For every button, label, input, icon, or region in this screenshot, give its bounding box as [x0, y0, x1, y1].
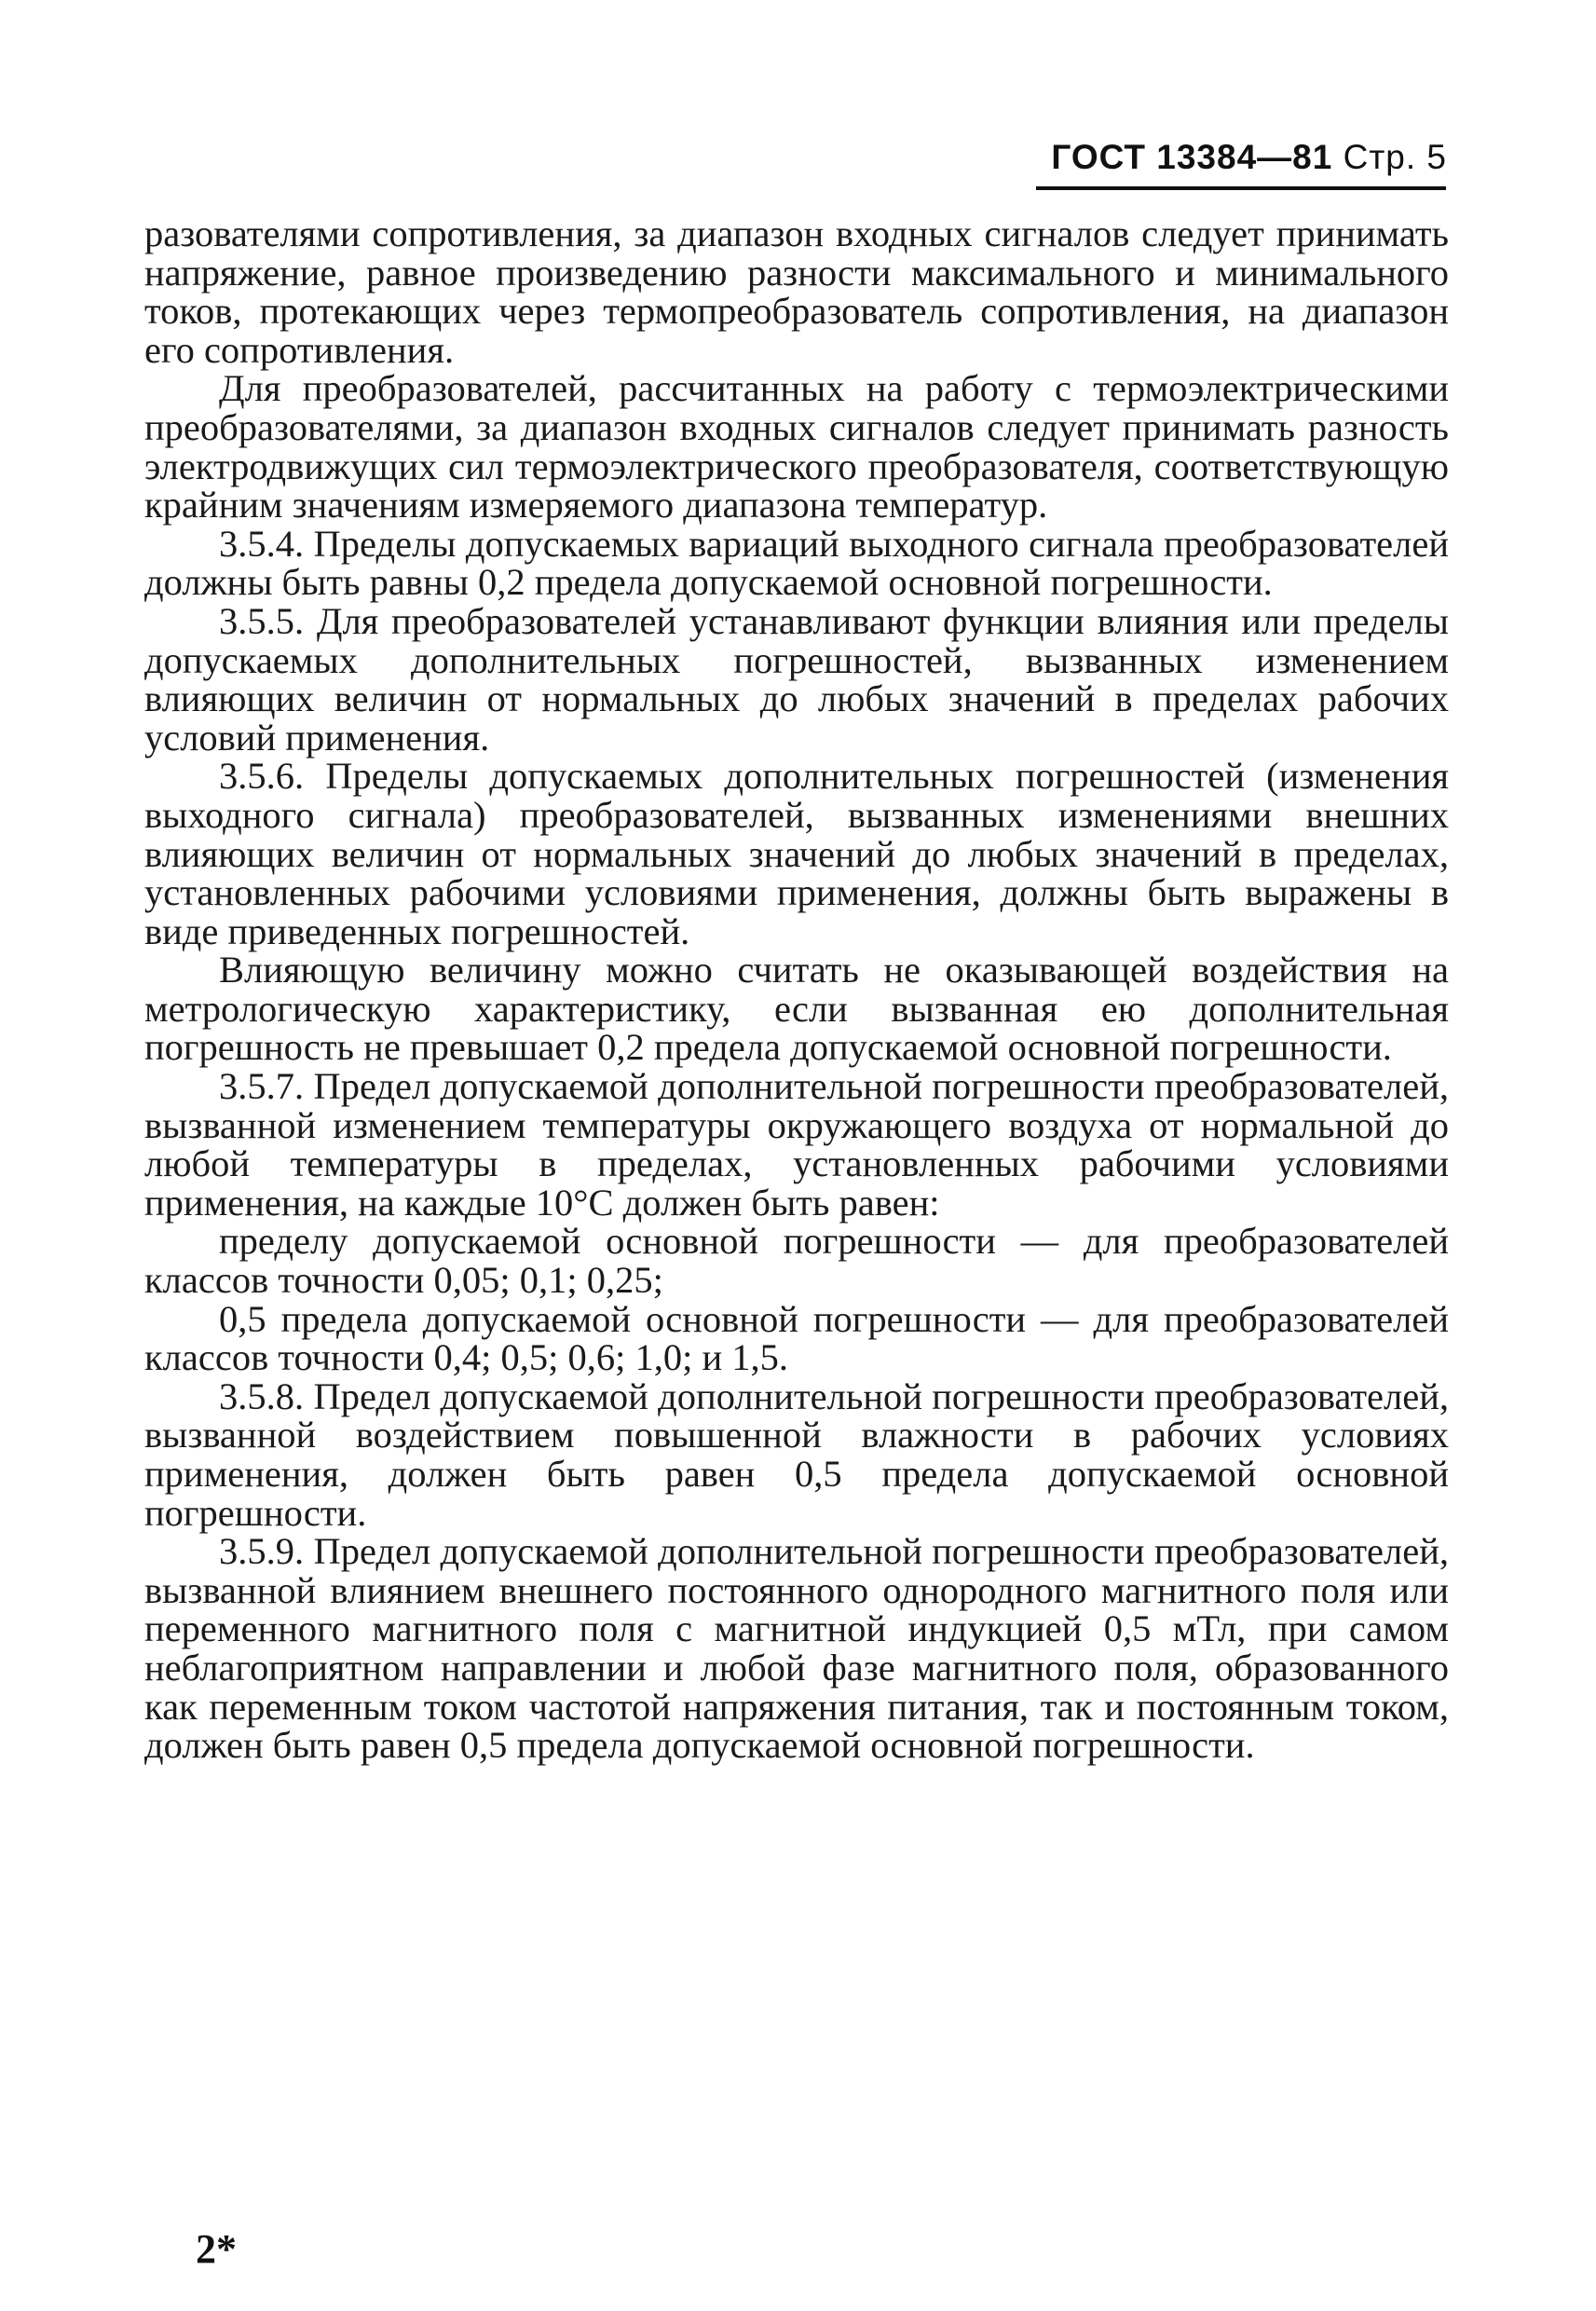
signature-mark: 2*	[196, 2226, 237, 2272]
running-header	[1051, 138, 1447, 177]
clause-3-5-6: 3.5.6. Пределы допускаемых дополнительных погрешностей (изменения выходного сигнала) преобразователей, вызванных изменениями внешних влияющих величин от нормальных значений до любых значений в пределах, установленных рабочими условиями применения, должны быть выражены в виде приведенных погрешностей.	[144, 755, 1449, 952]
list-item-accuracy-classes-2: 0,5 предела допускаемой основной погрешности — для преобразователей классов точности 0,4; 0,5; 0,6; 1,0; и 1,5.	[144, 1297, 1449, 1379]
clause-3-5-4: 3.5.4. Пределы допускаемых вариаций выходного сигнала преобразователей должны быть равны 0,2 предела допускаемой основной погрешности.	[144, 522, 1449, 604]
clause-3-5-5: 3.5.5. Для преобразователей устанавливают функции влияния или пределы допускаемых дополнительных погрешностей, вызванных изменением влияющих величин от нормальных до любых значений в пределах рабочих условий применения.	[144, 599, 1449, 759]
clause-3-5-7: 3.5.7. Предел допускаемой дополнительной погрешности преобразователей, вызванной изменением температуры окружающего воздуха от нормальной до любой температуры в пределах, установленных рабочими условиями применения, на каждые 10°С должен быть равен:	[144, 1065, 1449, 1224]
header-rule	[1036, 186, 1446, 190]
body-text	[144, 214, 1449, 1765]
paragraph-thermoelectric: Для преобразователей, рассчитанных на работу с термоэлектрическими преобразователями, за диапазон входных сигналов следует принимать разность электродвижущих сил термоэлектрического преобразователя, соответствующую крайним значениям измеряемого диапазона температур.	[144, 367, 1449, 526]
list-item-accuracy-classes-1: пределу допускаемой основной погрешности — для преобразователей классов точности 0,05; 0,1; 0,25;	[144, 1220, 1449, 1302]
clause-3-5-9: 3.5.9. Предел допускаемой дополнительной погрешности преобразователей, вызванной влиянием внешнего постоянного однородного магнитного поля или переменного магнитного поля с магнитной индукцией 0,5 мТл, при самом неблагоприятном направлении и любой фазе магнитного поля, образованного как переменным током частотой напряжения питания, так и постоянным током, должен быть равен 0,5 предела допускаемой основной погрешности.	[144, 1530, 1449, 1767]
clause-3-5-8: 3.5.8. Предел допускаемой дополнительной погрешности преобразователей, вызванной воздействием повышенной влажности в рабочих условиях применения, должен быть равен 0,5 предела допускаемой основной погрешности.	[144, 1374, 1449, 1534]
standard-number: ГОСТ 13384—81	[1051, 138, 1333, 176]
page-label: Стр. 5	[1343, 138, 1447, 176]
paragraph-continuation: разователями сопротивления, за диапазон входных сигналов следует принимать напряжение, равное произведению разности максимального и минимального токов, протекающих через термопреобразователь сопротивления, на диапазон его сопротивления.	[144, 212, 1449, 371]
paragraph-influence-quantity: Влияющую величину можно считать не оказывающей воздействия на метрологическую характеристику, если вызванная ею дополнительная погрешность не превышает 0,2 предела допускаемой основной погрешности.	[144, 949, 1449, 1069]
